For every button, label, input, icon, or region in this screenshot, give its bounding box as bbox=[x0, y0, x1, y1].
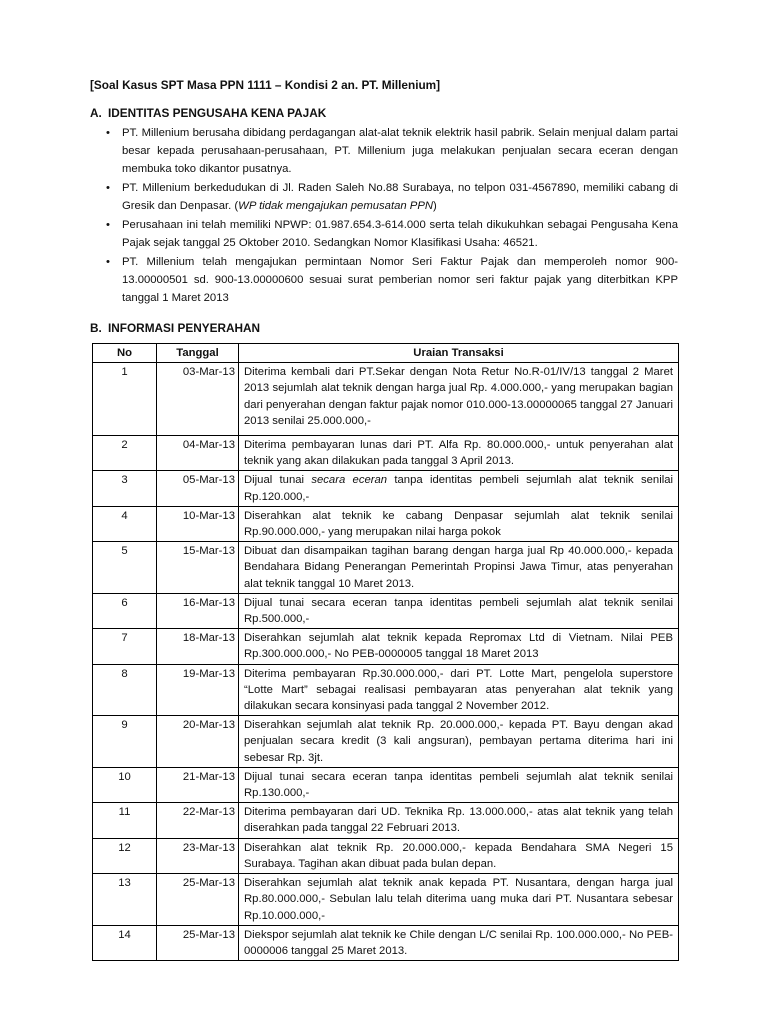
bullet-item bbox=[106, 124, 678, 178]
row-description: Diterima kembali dari PT.Sekar dengan Nota Retur No.R-01/IV/13 tanggal 2 Maret 2013 sejumlah alat teknik dengan harga jual Rp. 4.000.000,- yang merupakan bagian dari penyerahan dengan faktur pajak nomor 010.000-13.00000065 tanggal 27 Januari 2013 senilai 25.000.000,- bbox=[239, 363, 679, 436]
row-number: 2 bbox=[93, 436, 157, 471]
section-b-heading bbox=[90, 321, 678, 335]
row-date: 10-Mar-13 bbox=[157, 506, 239, 541]
bullet-item bbox=[106, 253, 678, 307]
table-row bbox=[93, 716, 679, 768]
table-row bbox=[93, 593, 679, 628]
row-description: Dijual tunai secara eceran tanpa identitas pembeli sejumlah alat teknik senilai Rp.500.000,- bbox=[239, 593, 679, 628]
row-number: 9 bbox=[93, 716, 157, 768]
row-description: Diserahkan alat teknik ke cabang Denpasar sejumlah alat teknik senilai Rp.90.000.000,- yang merupakan nilai harga pokok bbox=[239, 506, 679, 541]
row-date: 04-Mar-13 bbox=[157, 436, 239, 471]
row-date: 15-Mar-13 bbox=[157, 542, 239, 594]
bullet-text-end: ) bbox=[433, 200, 437, 212]
row-date: 23-Mar-13 bbox=[157, 838, 239, 873]
table-header-row bbox=[93, 344, 679, 363]
section-a-number: A. bbox=[90, 106, 102, 120]
bullet-text: Perusahaan ini telah memiliki NPWP: 01.987.654.3-614.000 serta telah dikukuhkan sebagai Pengusaha Kena Pajak sejak tanggal 25 Oktober 2010. Sedangkan Nomor Klasifikasi Usaha: 46521. bbox=[122, 219, 678, 249]
row-description: Diserahkan sejumlah alat teknik kepada Repromax Ltd di Vietnam. Nilai PEB Rp.300.000.000,- No PEB-0000005 tanggal 18 Maret 2013 bbox=[239, 629, 679, 664]
section-a-title: IDENTITAS PENGUSAHA KENA PAJAK bbox=[108, 106, 327, 120]
section-b-number: B. bbox=[90, 321, 102, 335]
bullet-item bbox=[106, 216, 678, 252]
row-description: Diserahkan sejumlah alat teknik Rp. 20.000.000,- kepada PT. Bayu dengan akad penjualan secara kredit (3 kali angsuran), pembayan pertama diterima hari ini sebesar Rp. 3jt. bbox=[239, 716, 679, 768]
row-date: 05-Mar-13 bbox=[157, 471, 239, 506]
row-description: Diserahkan sejumlah alat teknik anak kepada PT. Nusantara, dengan harga jual Rp.80.000.000,- Sebulan lalu telah diterima uang muka dari PT. Nusantara sebesar Rp.10.000.000,- bbox=[239, 874, 679, 926]
row-date: 18-Mar-13 bbox=[157, 629, 239, 664]
row-number: 13 bbox=[93, 874, 157, 926]
table-row bbox=[93, 629, 679, 664]
bullet-icon: • bbox=[106, 256, 110, 268]
row-description: Diserahkan alat teknik Rp. 20.000.000,- kepada Bendahara SMA Negeri 15 Surabaya. Tagihan akan dibuat pada bulan depan. bbox=[239, 838, 679, 873]
row-date: 25-Mar-13 bbox=[157, 925, 239, 960]
section-a-bullet-list bbox=[90, 124, 678, 307]
section-a-heading bbox=[90, 106, 678, 120]
row-date: 03-Mar-13 bbox=[157, 363, 239, 436]
bullet-text: PT. Millenium telah mengajukan permintaan Nomor Seri Faktur Pajak dan memperoleh nomor 900-13.00000501 sd. 900-13.00000600 sesuai surat pemberian nomor seri faktur pajak yang diterbitkan KPP tanggal 1 Maret 2013 bbox=[122, 256, 678, 304]
table-row bbox=[93, 874, 679, 926]
bullet-italic-note: WP tidak mengajukan pemusatan PPN bbox=[238, 200, 434, 212]
bullet-text: PT. Millenium berusaha dibidang perdagangan alat-alat teknik elektrik hasil pabrik. Selain menjual dalam partai besar kepada perusahaan-perusahaan, PT. Millenium juga melakukan penjualan secara eceran dengan membuka toko dikantor pusatnya. bbox=[122, 127, 678, 175]
transactions-table bbox=[92, 343, 679, 961]
row-number: 4 bbox=[93, 506, 157, 541]
row-date: 21-Mar-13 bbox=[157, 767, 239, 802]
row-number: 3 bbox=[93, 471, 157, 506]
row-number: 12 bbox=[93, 838, 157, 873]
row-description: Diterima pembayaran dari UD. Teknika Rp. 13.000.000,- atas alat teknik yang telah diserahkan pada tanggal 22 Februari 2013. bbox=[239, 803, 679, 838]
column-header-date: Tanggal bbox=[157, 344, 239, 363]
row-description: Dijual tunai secara eceran tanpa identitas pembeli sejumlah alat teknik senilai Rp.130.000,- bbox=[239, 767, 679, 802]
row-description: Diterima pembayaran Rp.30.000.000,- dari PT. Lotte Mart, pengelola superstore “Lotte Mart” sebagai realisasi pembayaran atas penyerahan alat teknik yang dilakukan secara konsinyasi pada tanggal 2 November 2012. bbox=[239, 664, 679, 716]
table-row bbox=[93, 363, 679, 436]
bullet-icon: • bbox=[106, 182, 110, 194]
row-number: 5 bbox=[93, 542, 157, 594]
row-number: 11 bbox=[93, 803, 157, 838]
table-row bbox=[93, 767, 679, 802]
row-date: 22-Mar-13 bbox=[157, 803, 239, 838]
row-number: 1 bbox=[93, 363, 157, 436]
row-description: Diterima pembayaran lunas dari PT. Alfa Rp. 80.000.000,- untuk penyerahan alat teknik yang akan dilakukan pada tanggal 3 April 2013. bbox=[239, 436, 679, 471]
table-row bbox=[93, 838, 679, 873]
table-row bbox=[93, 542, 679, 594]
row-description-part: Dijual tunai bbox=[244, 474, 312, 487]
row-description: Dibuat dan disampaikan tagihan barang dengan harga jual Rp 40.000.000,- kepada Bendahara Bidang Penerangan Pemerintah Propinsi Jawa Timur, atas penyerahan alat teknik tanggal 10 Maret 2013. bbox=[239, 542, 679, 594]
bullet-item bbox=[106, 179, 678, 215]
row-description bbox=[239, 471, 679, 506]
row-description-italic: secara eceran bbox=[311, 474, 388, 487]
row-date: 20-Mar-13 bbox=[157, 716, 239, 768]
table-row bbox=[93, 664, 679, 716]
bullet-text: PT. Millenium berkedudukan di Jl. Raden Saleh No.88 Surabaya, no telpon 031-4567890, memiliki cabang di Gresik dan Denpasar. ( bbox=[122, 182, 678, 212]
table-row bbox=[93, 471, 679, 506]
row-number: 14 bbox=[93, 925, 157, 960]
row-description: Diekspor sejumlah alat teknik ke Chile dengan L/C senilai Rp. 100.000.000,- No PEB-0000006 tanggal 25 Maret 2013. bbox=[239, 925, 679, 960]
row-number: 6 bbox=[93, 593, 157, 628]
table-row bbox=[93, 803, 679, 838]
row-number: 7 bbox=[93, 629, 157, 664]
section-b-title: INFORMASI PENYERAHAN bbox=[108, 321, 261, 335]
row-date: 25-Mar-13 bbox=[157, 874, 239, 926]
column-header-no: No bbox=[93, 344, 157, 363]
document-title: [Soal Kasus SPT Masa PPN 1111 – Kondisi 2 an. PT. Millenium] bbox=[90, 78, 441, 92]
row-date: 16-Mar-13 bbox=[157, 593, 239, 628]
bullet-icon: • bbox=[106, 219, 110, 231]
table-row bbox=[93, 925, 679, 960]
document-page bbox=[90, 78, 678, 961]
bullet-icon: • bbox=[106, 127, 110, 139]
table-row bbox=[93, 436, 679, 471]
row-description-part: tanpa identitas pembeli sejumlah alat teknik senilai Rp.120.000,- bbox=[244, 474, 674, 503]
row-date: 19-Mar-13 bbox=[157, 664, 239, 716]
table-row bbox=[93, 506, 679, 541]
column-header-description: Uraian Transaksi bbox=[239, 344, 679, 363]
row-number: 10 bbox=[93, 767, 157, 802]
row-number: 8 bbox=[93, 664, 157, 716]
